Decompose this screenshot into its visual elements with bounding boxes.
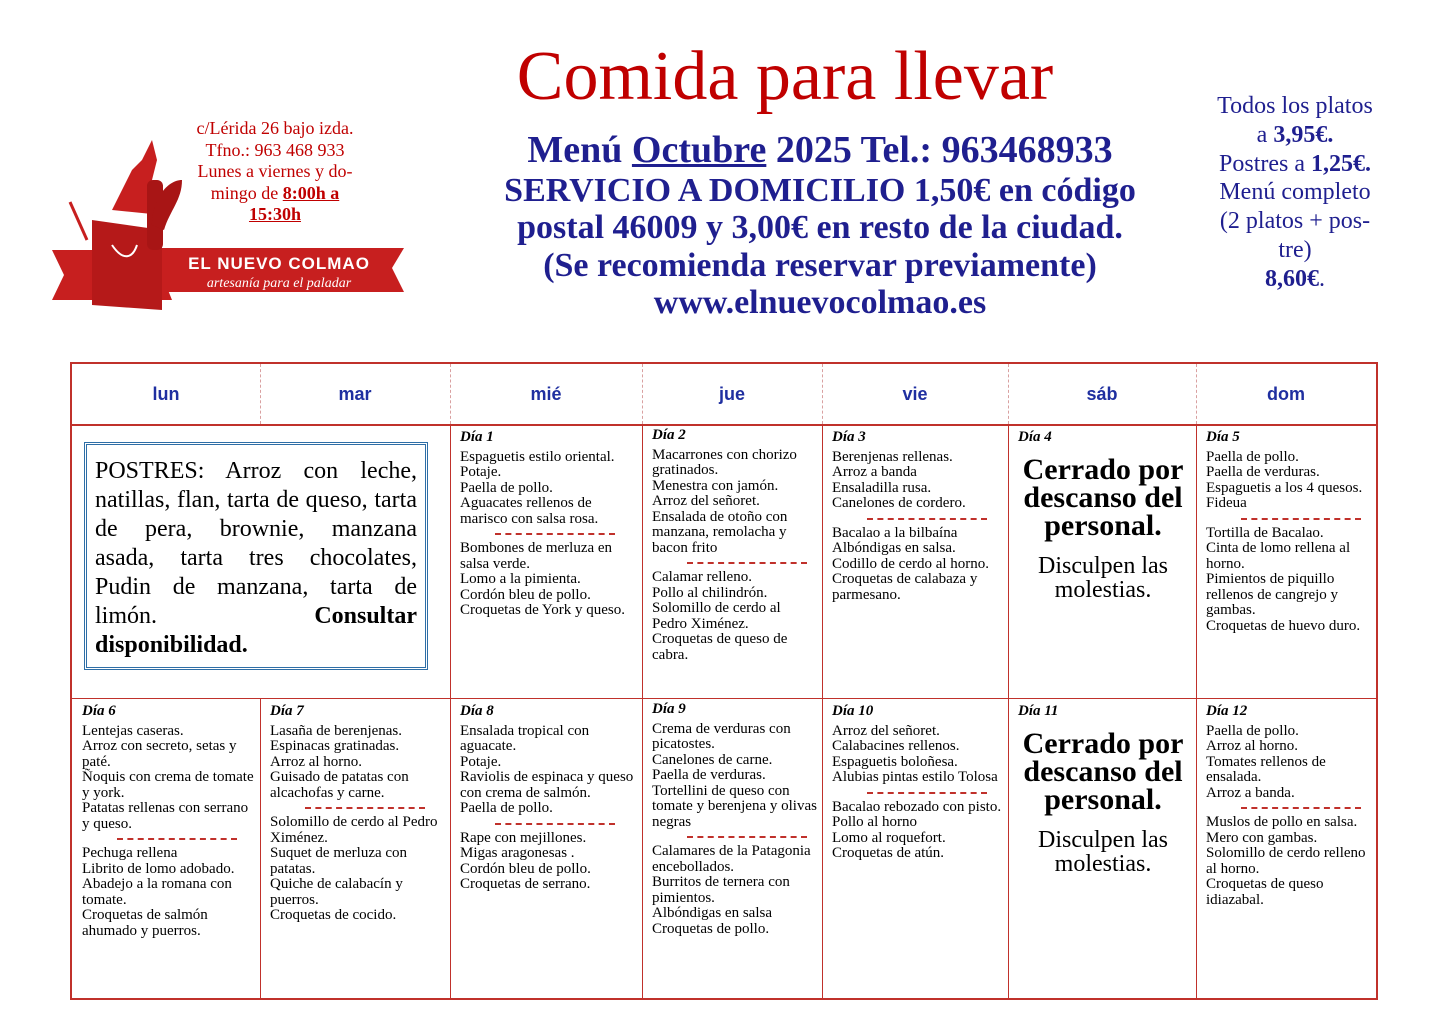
day-cell-7 — [270, 704, 446, 924]
dish: Solomillo de cerdo al Pedro Ximénez. — [270, 814, 438, 846]
dish: Potaje. — [460, 753, 502, 770]
dish: Canelones de carne. — [652, 751, 773, 768]
dish: Paella de pollo. — [460, 479, 553, 496]
dish-list — [1206, 450, 1372, 512]
dish: Bombones de merluza en salsa verde. — [460, 540, 613, 572]
dish: Berenjenas rellenas. — [832, 448, 953, 465]
dish: Macarrones con chorizo gratinados. — [652, 446, 797, 478]
day-cell-8 — [460, 704, 638, 893]
dish-list — [652, 448, 818, 557]
dish: Tortellini de queso con tomate y berenjena y olivas negras — [652, 782, 817, 830]
dish-list — [652, 722, 818, 831]
dish: Migas aragonesas . — [460, 845, 575, 861]
dish: Muslos de pollo en salsa. — [1206, 814, 1358, 830]
day-cell-10 — [832, 704, 1004, 862]
closed-notice: Cerrado por descanso del personal. — [1022, 726, 1184, 816]
dish: Pechuga rellena — [82, 845, 178, 861]
delivery-line-2: postal 46009 y 3,00€ en resto de la ciudad. — [517, 209, 1123, 247]
dish: Quiche de calabacín y puerros. — [270, 876, 403, 908]
dish: Croquetas de queso idiazabal. — [1206, 876, 1324, 908]
dish-list — [1206, 526, 1372, 635]
dish: Aguacates rellenos de marisco con salsa rosa. — [460, 495, 599, 527]
dish: Canelones de cordero. — [832, 495, 966, 511]
dish-list — [82, 724, 256, 833]
dish: Tomates rellenos de ensalada. — [1206, 753, 1326, 785]
dish: Patatas rellenas con serrano y queso. — [82, 800, 249, 832]
weekday-mar: mar — [338, 384, 372, 404]
dish: Arroz con secreto, setas y paté. — [82, 738, 237, 770]
dish: Bacalao rebozado con pisto. — [832, 798, 1002, 815]
dish: Arroz al horno. — [270, 753, 363, 770]
dish-list — [832, 800, 1004, 862]
day-label: Día 10 — [832, 703, 874, 719]
price-line-4: Menú completo — [1219, 179, 1371, 206]
weekday-jue: jue — [718, 384, 745, 404]
dish: Cordón bleu de pollo. — [460, 860, 591, 877]
dish: Burritos de ternera con pimientos. — [652, 874, 790, 906]
dish: Librito de lomo adobado. — [82, 860, 235, 877]
address-days: Lunes a viernes y do- — [197, 161, 353, 182]
dish: Cordón bleu de pollo. — [460, 586, 591, 603]
day-cell-2 — [652, 428, 818, 663]
dish: Ensalada de otoño con manzana, remolacha y bacon frito — [652, 508, 788, 556]
dish: Alubias pintas estilo Tolosa — [832, 769, 998, 785]
dish: Bacalao a la bilbaína — [832, 524, 958, 541]
dish: Fideua — [1206, 495, 1247, 511]
dish-list — [1206, 815, 1372, 908]
dish: Ensaladilla rusa. — [832, 479, 932, 496]
price-full-menu: 8,60€ — [1265, 265, 1319, 292]
day-cell-4 — [1018, 430, 1188, 602]
hours-end: 15:30h — [248, 204, 301, 225]
dish-list — [460, 541, 638, 619]
closed-notice: Cerrado por descanso del personal. — [1022, 452, 1184, 542]
dish: Paella de pollo. — [1206, 722, 1299, 739]
separator — [1241, 807, 1361, 809]
dish-list — [832, 526, 1004, 604]
day-label: Día 6 — [82, 703, 116, 719]
separator — [687, 562, 807, 564]
dish: Guisado de patatas con alcachofas y carne. — [270, 769, 409, 801]
menu-calendar — [70, 362, 1378, 1000]
dish: Ensalada tropical con aguacate. — [460, 722, 590, 754]
dish-list — [832, 450, 1004, 512]
reservation-note: (Se recomienda reservar previamente) — [543, 246, 1097, 284]
address-street: c/Lérida 26 bajo izda. — [196, 118, 354, 138]
closed-apology: Disculpen las molestias. — [1038, 826, 1168, 877]
dish: Paella de verduras. — [1206, 464, 1320, 480]
day-label: Día 8 — [460, 703, 494, 719]
day-label: Día 2 — [652, 427, 686, 443]
dish: Cinta de lomo rellena al horno. — [1206, 540, 1351, 572]
delivery-line-1: SERVICIO A DOMICILIO 1,50€ en código — [504, 171, 1136, 209]
dish: Ñoquis con crema de tomate y york. — [82, 769, 254, 801]
day-label: Día 3 — [832, 429, 866, 445]
dish: Calabacines rellenos. — [832, 738, 960, 754]
hours-start: 8:00h a — [282, 182, 340, 203]
weekday-lun: lun — [152, 384, 180, 404]
dish: Pollo al chilindrón. — [652, 584, 768, 601]
dish: Crema de verduras con picatostes. — [652, 720, 791, 752]
dish: Lomo al roquefort. — [832, 829, 946, 846]
logo-name: EL NUEVO COLMAO — [188, 254, 370, 273]
price-line-2a: a — [1256, 121, 1274, 148]
day-label: Día 7 — [270, 703, 304, 719]
dish: Mero con gambas. — [1206, 829, 1318, 846]
dish: Arroz del señoret. — [832, 722, 940, 739]
dish: Calamares de la Patagonia encebollados. — [652, 843, 811, 875]
page-title: Comida para llevar — [516, 38, 1054, 115]
dish: Arroz a banda. — [1206, 784, 1295, 801]
separator — [867, 518, 987, 520]
dish: Tortilla de Bacalao. — [1206, 524, 1324, 541]
desserts-text: POSTRES: Arroz con leche, natillas, flan, tarta de queso, tarta de pera, brownie, manzana asada, tarta tres chocolates, Pudin de manzana, tarta de limón. — [95, 458, 417, 629]
desserts-availability: Consultar disponibilidad. — [95, 603, 417, 658]
separator — [495, 823, 615, 825]
dish: Espaguetis a los 4 quesos. — [1206, 479, 1363, 496]
dish-list — [1206, 724, 1372, 802]
dish: Suquet de merluza con patatas. — [270, 845, 408, 877]
day-cell-6 — [82, 704, 256, 939]
dish: Menestra con jamón. — [652, 477, 779, 494]
dish-list — [460, 831, 638, 893]
separator — [495, 533, 615, 535]
header-info — [420, 130, 1220, 321]
price-dessert: 1,25€. — [1311, 150, 1371, 177]
day-label: Día 12 — [1206, 703, 1248, 719]
price-dish: 3,95€. — [1273, 121, 1334, 148]
dish: Croquetas de pollo. — [652, 920, 770, 937]
dish: Albóndigas en salsa. — [832, 540, 956, 556]
address-days-2: mingo de — [210, 182, 283, 203]
dish: Raviolis de espinaca y queso con crema de salmón. — [460, 769, 634, 801]
dish-list — [652, 844, 818, 937]
weekday-sab: sáb — [1086, 384, 1118, 404]
price-line-6: tre) — [1278, 236, 1312, 263]
price-line-5: (2 platos + pos- — [1219, 208, 1371, 235]
dish: Espaguetis estilo oriental. — [460, 448, 615, 465]
dish: Pimientos de piquillo rellenos de cangrejo y gambas. — [1206, 571, 1339, 618]
dish: Croquetas de queso de cabra. — [652, 631, 788, 663]
day-label: Día 1 — [460, 429, 494, 445]
dish: Croquetas de cocido. — [270, 907, 397, 923]
separator — [117, 838, 237, 840]
address-phone: Tfno.: 963 468 933 — [205, 139, 345, 160]
dish-list — [832, 724, 1004, 786]
weekday-mie: mié — [530, 384, 562, 404]
desserts-box — [84, 442, 428, 670]
dish-list — [82, 846, 256, 939]
dish: Croquetas de calabaza y parmesano. — [832, 571, 978, 603]
dish: Solomillo de cerdo al Pedro Ximénez. — [652, 600, 781, 632]
dish: Paella de pollo. — [460, 800, 553, 816]
dish: Lasaña de berenjenas. — [270, 722, 403, 739]
day-cell-9 — [652, 702, 818, 937]
dish: Calamar relleno. — [652, 569, 752, 585]
dish: Lomo a la pimienta. — [460, 571, 581, 587]
weekday-vie: vie — [902, 384, 928, 404]
dish: Arroz del señoret. — [652, 493, 760, 509]
dish: Pollo al horno — [832, 814, 917, 830]
dish: Espaguetis boloñesa. — [832, 753, 958, 770]
dish: Croquetas de atún. — [832, 845, 945, 861]
day-cell-5 — [1206, 430, 1372, 634]
day-cell-1 — [460, 430, 638, 619]
menu-line — [420, 130, 1220, 172]
logo-tagline: artesanía para el paladar — [206, 276, 352, 291]
dish: Paella de pollo. — [1206, 448, 1299, 465]
weekday-dom: dom — [1267, 384, 1305, 404]
dish: Potaje. — [460, 464, 502, 480]
price-line-7b: . — [1319, 265, 1325, 292]
price-block — [1190, 92, 1400, 294]
separator — [867, 792, 987, 794]
dish-list — [270, 815, 446, 924]
dish: Abadejo a la romana con tomate. — [82, 876, 232, 908]
day-label: Día 11 — [1018, 703, 1059, 719]
price-line-3a: Postres a — [1219, 150, 1311, 177]
day-cell-3 — [832, 430, 1004, 603]
menu-label: Menú — [527, 129, 632, 171]
dish: Croquetas de York y queso. — [460, 602, 625, 618]
dish: Lentejas caseras. — [82, 722, 184, 739]
separator — [305, 807, 425, 809]
day-label: Día 9 — [652, 701, 686, 717]
closed-apology: Disculpen las molestias. — [1038, 552, 1168, 603]
dish: Croquetas de serrano. — [460, 876, 591, 892]
dish: Paella de verduras. — [652, 767, 766, 783]
day-label: Día 4 — [1018, 429, 1052, 445]
dish: Croquetas de salmón ahumado y puerros. — [82, 907, 208, 939]
dish: Arroz al horno. — [1206, 738, 1299, 754]
price-line-1: Todos los platos — [1217, 93, 1373, 119]
separator — [1241, 518, 1361, 520]
dish: Arroz a banda — [832, 464, 917, 480]
logo — [52, 140, 412, 320]
dish-list — [460, 450, 638, 528]
dish-list — [652, 570, 818, 663]
dish: Espinacas gratinadas. — [270, 738, 400, 754]
dish-list — [460, 724, 638, 817]
day-label: Día 5 — [1206, 429, 1240, 445]
day-cell-11 — [1018, 704, 1188, 876]
dish: Codillo de cerdo al horno. — [832, 555, 990, 572]
separator — [687, 836, 807, 838]
dish: Rape con mejillones. — [460, 829, 587, 846]
dish-list — [270, 724, 446, 802]
website-link[interactable]: www.elnuevocolmao.es — [653, 283, 987, 321]
day-cell-12 — [1206, 704, 1372, 908]
dish: Croquetas de huevo duro. — [1206, 617, 1361, 634]
menu-year-phone: 2025 Tel.: 963468933 — [766, 129, 1113, 171]
menu-month: Octubre — [631, 129, 767, 171]
dish: Albóndigas en salsa — [652, 905, 772, 921]
dish: Solomillo de cerdo relleno al horno. — [1206, 845, 1366, 877]
